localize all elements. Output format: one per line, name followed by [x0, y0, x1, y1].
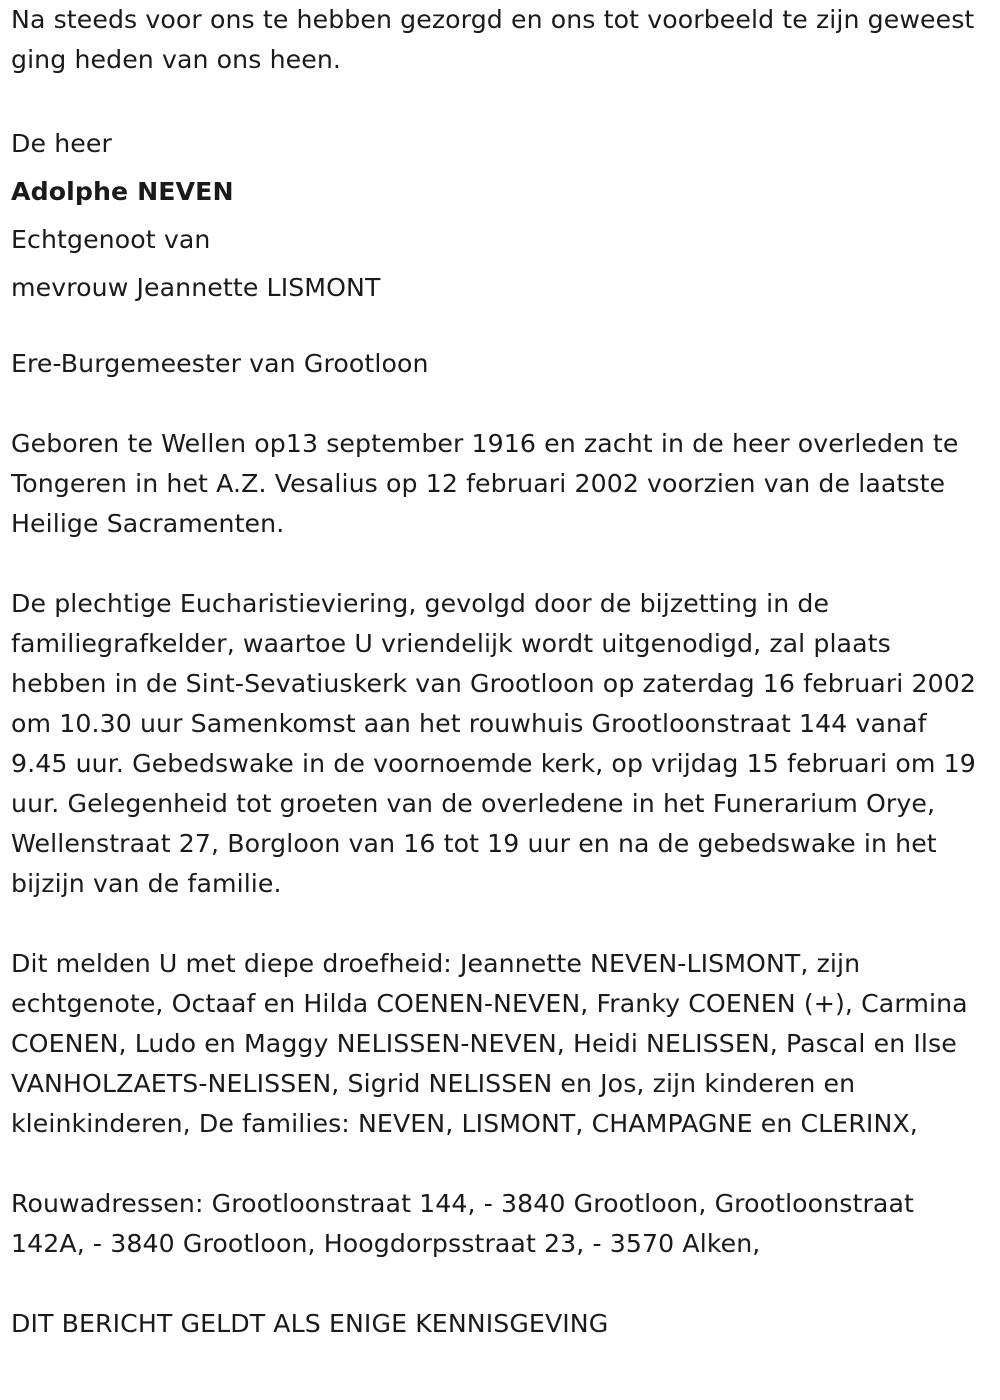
- spacer: [11, 544, 986, 584]
- spouse-prefix: Echtgenoot van: [11, 225, 211, 254]
- birth-death-paragraph: Geboren te Wellen op13 september 1916 en zacht in de heer overleden te Tongeren in het A.Z. Vesalius op 12 februari 2002 voorzien van de laatste Heilige Sacramenten.: [11, 429, 959, 538]
- spacer: [11, 1264, 986, 1304]
- spacer: [11, 312, 986, 344]
- deceased-name: Adolphe NEVEN: [11, 177, 234, 206]
- spacer: [11, 904, 986, 944]
- spacer: [11, 1144, 986, 1184]
- spacer: [11, 384, 986, 424]
- closing-line: DIT BERICHT GELDT ALS ENIGE KENNISGEVING: [11, 1309, 609, 1338]
- intro-paragraph: Na steeds voor ons te hebben gezorgd en ons tot voorbeeld te zijn geweest ging heden van ons heen.: [11, 5, 975, 74]
- title-prefix: De heer: [11, 129, 112, 158]
- addresses-paragraph: Rouwadressen: Grootloonstraat 144, - 3840 Grootloon, Grootloonstraat 142A, - 3840 Grootloon, Hoogdorpsstraat 23, - 3570 Alken,: [11, 1189, 914, 1258]
- spacer: [11, 80, 986, 120]
- spouse-name: mevrouw Jeannette LISMONT: [11, 273, 381, 302]
- ceremony-paragraph: De plechtige Eucharistieviering, gevolgd door de bijzetting in de familiegrafkelder, waartoe U vriendelijk wordt uitgenodigd, zal plaats hebben in de Sint-Sevatiuskerk van Grootloon op zaterdag 16 februari 2002 om 10.30 uur Samenkomst aan het rouwhuis Grootloonstraat 144 vanaf 9.45 uur. Gebedswake in de voornoemde kerk, op vrijdag 15 februari om 19 uur. Gelegenheid tot groeten van de overledene in het Funerarium Orye, Wellenstraat 27, Borgloon van 16 tot 19 uur en na de gebedswake in het bijzijn van de familie.: [11, 589, 976, 898]
- obituary-document: [11, 0, 986, 1344]
- honor-title: Ere-Burgemeester van Grootloon: [11, 349, 429, 378]
- family-paragraph: Dit melden U met diepe droefheid: Jeannette NEVEN-LISMONT, zijn echtgenote, Octaaf en Hilda COENEN-NEVEN, Franky COENEN (+), Carmina COENEN, Ludo en Maggy NELISSEN-NEVEN, Heidi NELISSEN, Pascal en Ilse VANHOLZAETS-NELISSEN, Sigrid NELISSEN en Jos, zijn kinderen en kleinkinderen, De families: NEVEN, LISMONT, CHAMPAGNE en CLERINX,: [11, 949, 968, 1138]
